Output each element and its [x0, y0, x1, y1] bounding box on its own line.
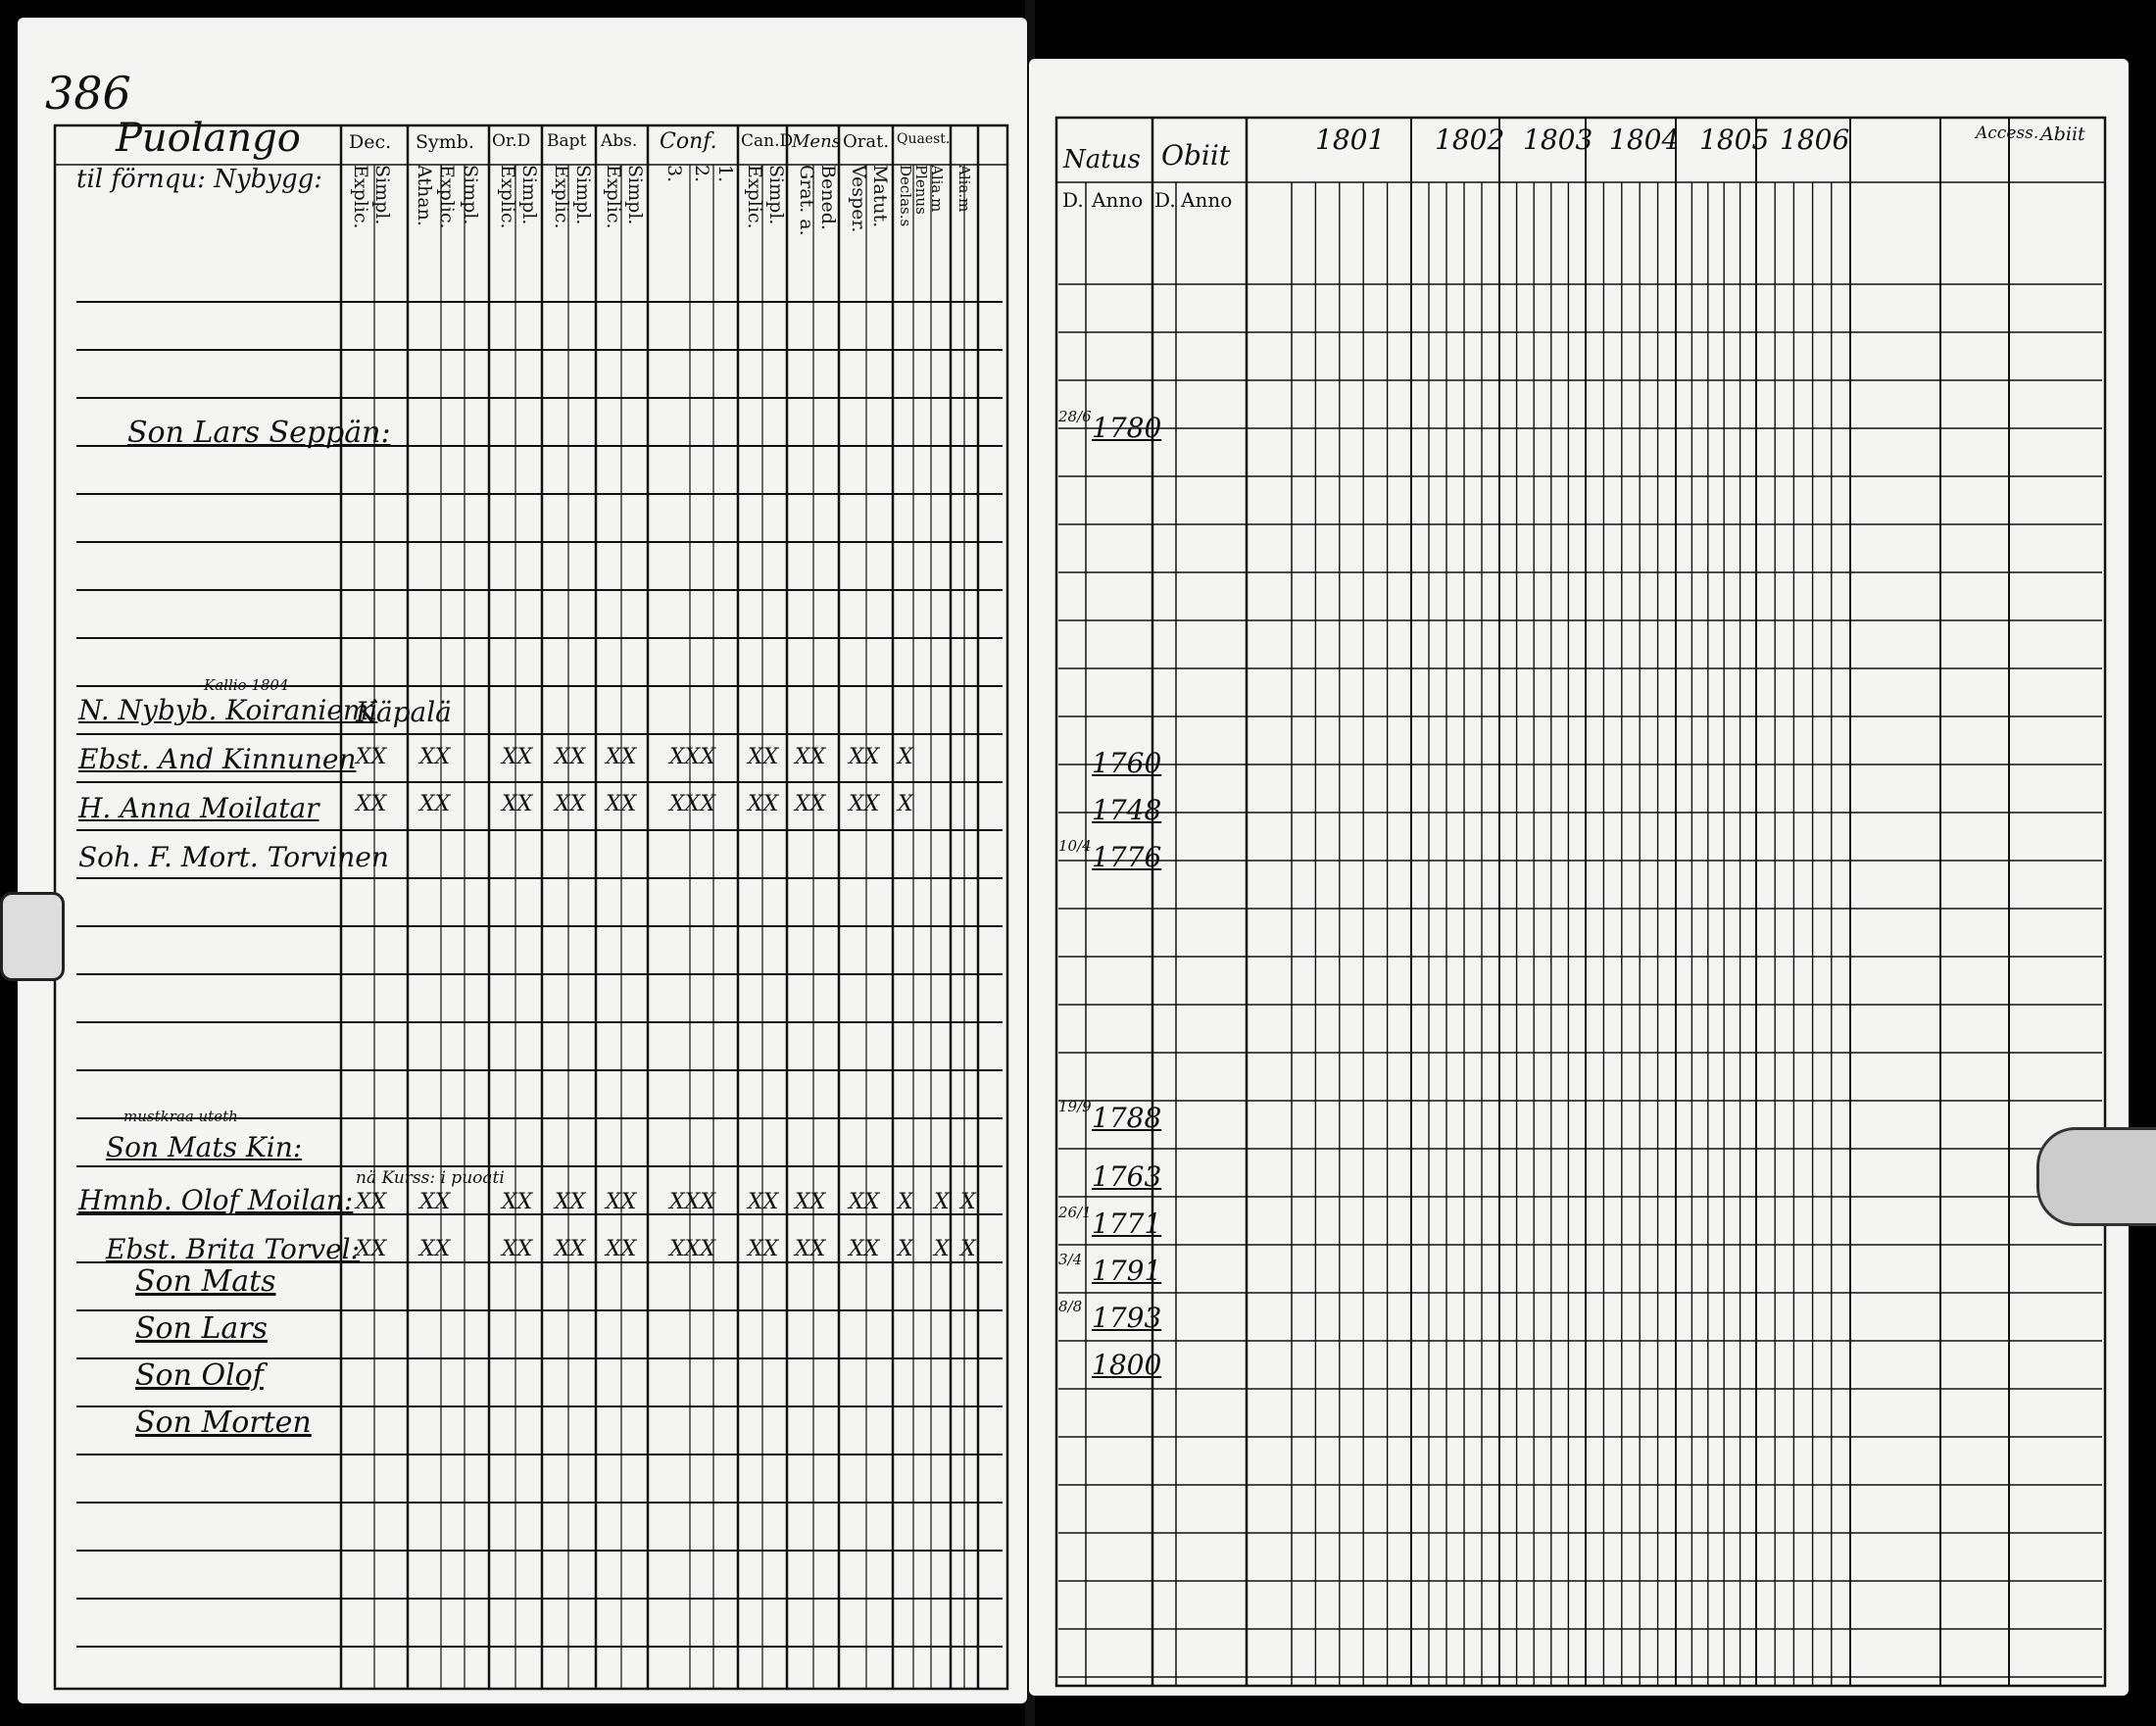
entry-name: Ebst. And Kinnunen	[78, 743, 357, 775]
entry-name: Son Morten	[135, 1405, 312, 1440]
header-obiit-anno: Anno	[1181, 188, 1233, 212]
left-page	[18, 18, 1027, 1703]
place-name: Puolango	[116, 116, 301, 161]
attendance-mark: X	[898, 1190, 913, 1214]
sub-quaest-2: Plenus	[912, 165, 930, 215]
sub-mens-2: Bened.	[817, 165, 839, 230]
entry-name: Son Olof	[135, 1358, 264, 1393]
entry-name: H. Anna Moilatar	[78, 792, 319, 824]
birth-year: 1793	[1092, 1302, 1162, 1334]
sub-symb-3: Simpl.	[460, 165, 481, 225]
header-quaest: Quaest.	[897, 131, 951, 147]
header-obiit-day: D.	[1154, 188, 1176, 212]
birth-year: 1763	[1092, 1160, 1162, 1193]
birth-year: 1780	[1092, 412, 1162, 444]
header-bapt: Bapt	[547, 131, 587, 151]
attendance-mark: XX	[849, 745, 880, 769]
sub-conf-2: 2.	[691, 165, 712, 183]
attendance-mark: XX	[795, 745, 826, 769]
header-abs: Abs.	[601, 131, 638, 151]
sub-quaest-1: Declas.s	[897, 165, 914, 227]
header-conf: Conf.	[660, 129, 717, 154]
sub-cand-2: Simpl.	[765, 165, 787, 225]
entry-name: Son Mats Kin:	[106, 1131, 303, 1163]
birth-year: 1788	[1092, 1102, 1162, 1134]
attendance-mark: XX	[748, 1237, 779, 1261]
attendance-mark: XX	[356, 745, 387, 769]
right-ruling	[1029, 59, 2129, 1696]
entry-name: Ebst. Brita Torvel:	[106, 1233, 361, 1265]
entry-note: Kallio 1804	[204, 676, 289, 694]
attendance-mark: X	[960, 1237, 976, 1261]
birth-year: 1771	[1092, 1208, 1162, 1240]
attendance-mark: XX	[419, 745, 451, 769]
attendance-mark: XX	[356, 792, 387, 816]
header-ord: Or.D	[492, 131, 531, 151]
right-page	[1029, 59, 2129, 1696]
attendance-mark: XX	[555, 792, 586, 816]
attendance-mark: XX	[606, 1237, 637, 1261]
entry-name: Soh. F. Mort. Torvinen	[78, 841, 389, 873]
header-cand: Can.D	[741, 131, 794, 151]
year-header: 1805	[1699, 123, 1770, 156]
attendance-mark: XX	[748, 1190, 779, 1214]
sub-orat-1: Vesper.	[848, 165, 869, 233]
attendance-mark: XX	[795, 792, 826, 816]
birth-day: 3/4	[1058, 1251, 1083, 1268]
attendance-mark: XXX	[669, 1237, 715, 1261]
sub-conf-1: 3.	[663, 165, 685, 183]
birth-day: 10/4	[1058, 837, 1092, 855]
place-subtitle: til förnqu: Nybygg:	[76, 165, 323, 194]
attendance-mark: X	[960, 1190, 976, 1214]
birth-year: 1760	[1092, 747, 1162, 779]
attendance-mark: XX	[356, 1237, 387, 1261]
attendance-mark: XX	[502, 1237, 533, 1261]
attendance-mark: XX	[849, 1190, 880, 1214]
header-natus-day: D.	[1062, 188, 1084, 212]
year-header: 1802	[1435, 123, 1505, 156]
attendance-mark: XX	[795, 1237, 826, 1261]
page-number: 386	[45, 67, 131, 120]
attendance-mark: XX	[419, 1237, 451, 1261]
attendance-mark: XX	[555, 745, 586, 769]
sub-quaest-3: Alia.m	[928, 165, 946, 213]
attendance-mark: XX	[849, 792, 880, 816]
sub-symb-2: Explic.	[436, 165, 458, 229]
attendance-mark: XX	[502, 1190, 533, 1214]
attendance-mark: XX	[555, 1237, 586, 1261]
attendance-mark: XX	[419, 1190, 451, 1214]
entry-mark: Käpalä	[356, 696, 452, 728]
entry-note: nä Kurss: i puoati	[356, 1168, 505, 1188]
header-natus-anno: Anno	[1092, 188, 1144, 212]
attendance-mark: XX	[795, 1190, 826, 1214]
sub-abs-2: Simpl.	[624, 165, 646, 225]
attendance-mark: X	[934, 1190, 950, 1214]
birth-day: 19/9	[1058, 1098, 1092, 1115]
attendance-mark: XXX	[669, 1190, 715, 1214]
entry-name: Hmnb. Olof Moilan:	[78, 1184, 354, 1216]
sticker-left	[0, 892, 65, 981]
header-abiit: Abiit	[2040, 123, 2085, 145]
attendance-mark: XX	[502, 792, 533, 816]
attendance-mark: XX	[606, 792, 637, 816]
attendance-mark: X	[898, 745, 913, 769]
birth-day: 26/1	[1058, 1204, 1092, 1221]
header-dec: Dec.	[349, 131, 392, 153]
birth-year: 1776	[1092, 841, 1162, 873]
header-natus: Natus	[1063, 145, 1141, 174]
year-header: 1801	[1315, 123, 1386, 156]
attendance-mark: X	[898, 1237, 913, 1261]
entry-name: Son Lars Seppän:	[127, 416, 391, 450]
attendance-mark: X	[934, 1237, 950, 1261]
birth-year: 1800	[1092, 1349, 1162, 1381]
attendance-mark: XX	[748, 792, 779, 816]
birth-day: 28/6	[1058, 408, 1092, 425]
header-orat: Orat.	[843, 131, 890, 152]
attendance-mark: X	[898, 792, 913, 816]
birth-year: 1748	[1092, 794, 1162, 826]
sub-mens-1: Grat. a.	[796, 165, 817, 236]
sub-bapt-1: Explic.	[551, 165, 572, 229]
entry-note: mustkraa uteth	[123, 1108, 238, 1125]
attendance-mark: XX	[748, 745, 779, 769]
attendance-mark: XX	[356, 1190, 387, 1214]
attendance-mark: XX	[419, 792, 451, 816]
sub-ord-1: Explic.	[497, 165, 518, 229]
attendance-mark: XX	[849, 1237, 880, 1261]
sub-dec-1: Explic.	[350, 165, 371, 229]
attendance-mark: XX	[502, 745, 533, 769]
sub-conf-3: 1.	[714, 165, 736, 183]
year-header: 1806	[1780, 123, 1850, 156]
attendance-mark: XX	[606, 745, 637, 769]
header-accessit: Access.	[1976, 123, 2039, 143]
sub-cand-1: Explic.	[744, 165, 765, 229]
entry-name: Son Lars	[135, 1311, 269, 1346]
header-symb: Symb.	[416, 131, 474, 153]
attendance-mark: XXX	[669, 792, 715, 816]
sub-abs-1: Explic.	[603, 165, 624, 229]
attendance-mark: XXX	[669, 745, 715, 769]
year-header: 1804	[1609, 123, 1680, 156]
sub-symb-1: Athan.	[414, 165, 435, 226]
header-obiit: Obiit	[1161, 139, 1231, 172]
birth-year: 1791	[1092, 1255, 1162, 1287]
entry-name: Son Mats	[135, 1264, 276, 1299]
year-header: 1803	[1523, 123, 1593, 156]
sub-orat-2: Matut.	[869, 165, 891, 228]
attendance-mark: XX	[606, 1190, 637, 1214]
sub-extra-1: Alia.m	[956, 165, 973, 213]
sub-dec-2: Simpl.	[371, 165, 393, 225]
sub-ord-2: Simpl.	[518, 165, 540, 225]
attendance-mark: XX	[555, 1190, 586, 1214]
birth-day: 8/8	[1058, 1298, 1083, 1315]
sticker-right	[2036, 1127, 2156, 1226]
sub-bapt-2: Simpl.	[572, 165, 594, 225]
entry-name: N. Nybyb. Koiraniemi	[78, 694, 378, 726]
header-mens: Mens	[792, 131, 841, 152]
